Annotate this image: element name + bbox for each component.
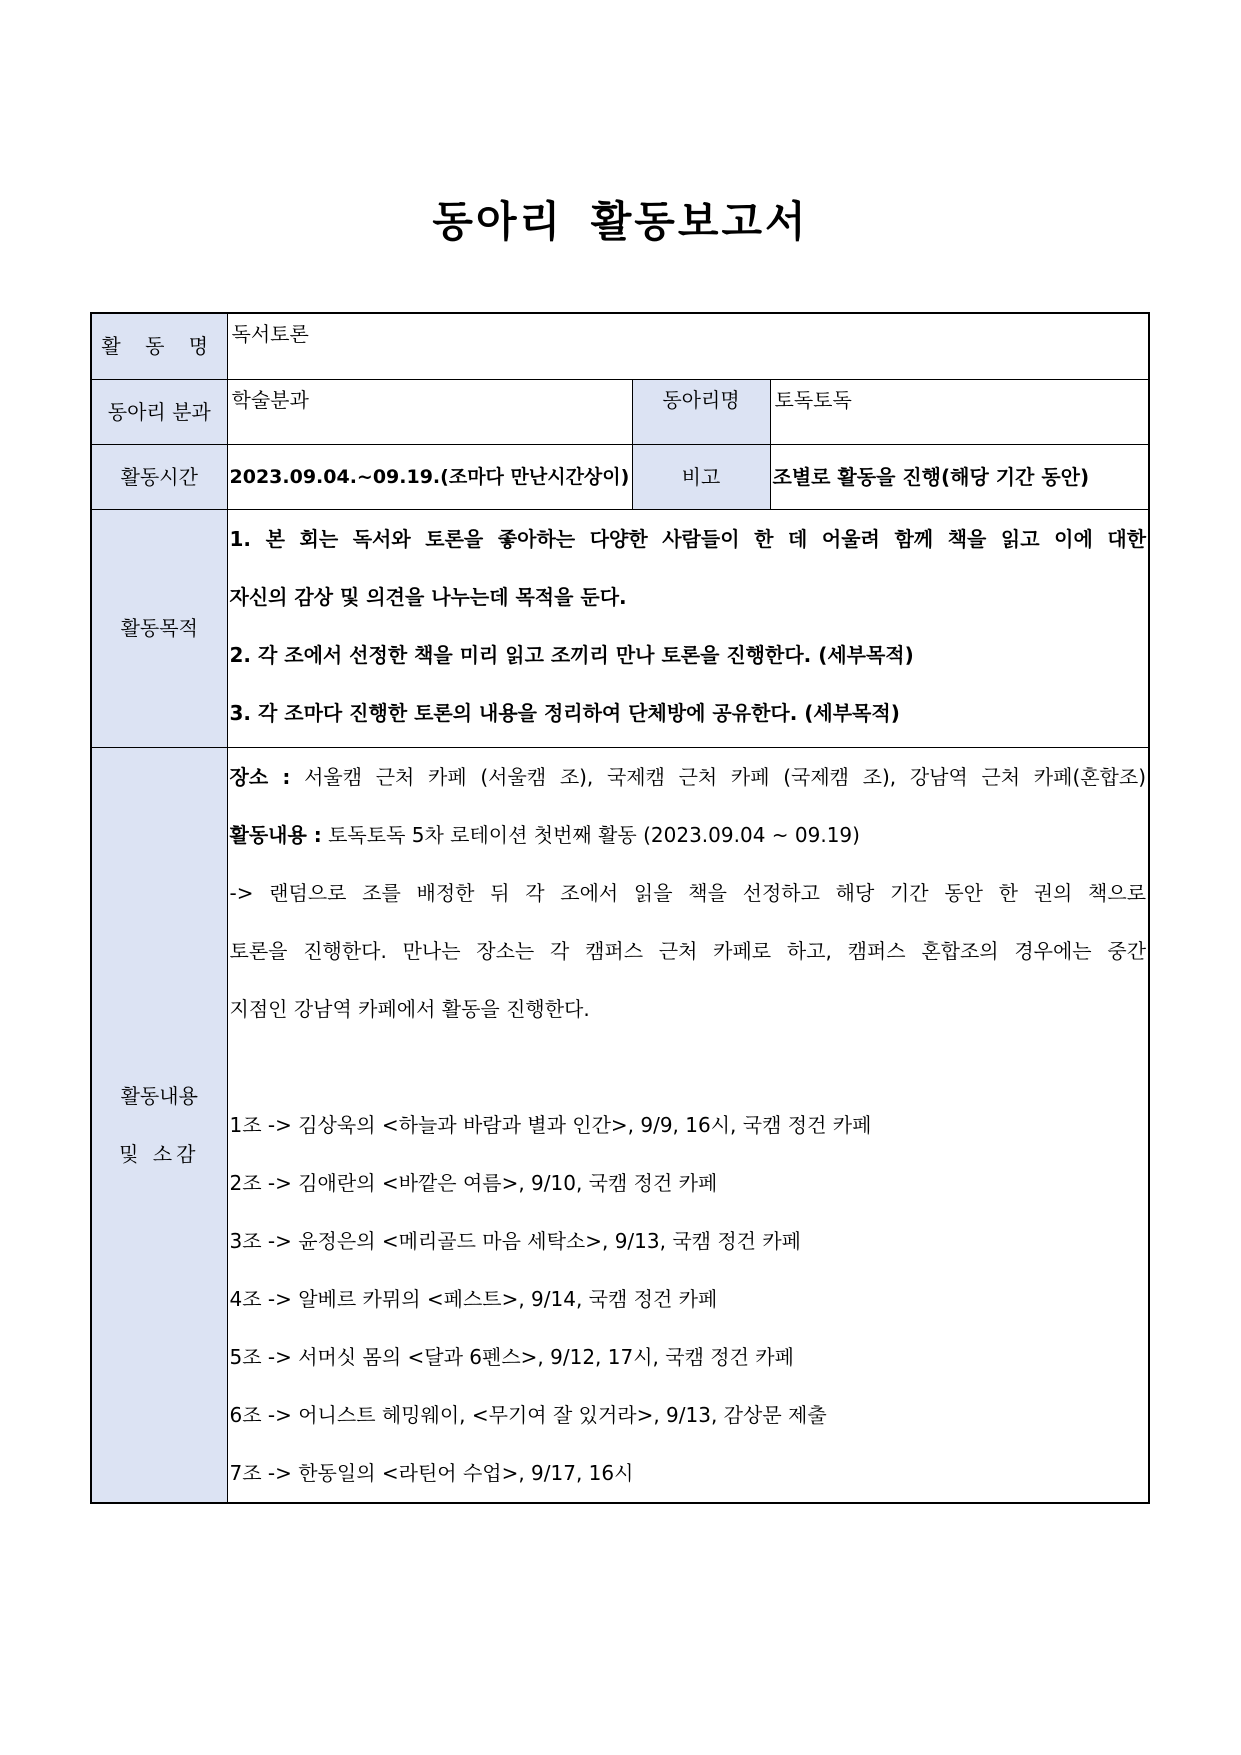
group-item: 7조 -> 한동일의 <라틴어 수업>, 9/17, 16시 bbox=[229, 1460, 634, 1485]
activity-time-label: 활동시간 bbox=[91, 444, 227, 509]
content-label-line-1: 활동내용 bbox=[120, 1083, 198, 1108]
desc-line-1: -> 랜덤으로 조를 배정한 뒤 각 조에서 읽을 책을 선정하고 해당 기간 동안 한 권의 책으로 bbox=[229, 880, 1147, 905]
content-field-value: 토독토독 5차 로테이션 첫번째 활동 (2023.09.04 ~ 09.19) bbox=[321, 822, 860, 847]
content-label-line-2: 및 소감 bbox=[119, 1141, 200, 1166]
club-division-label: 동아리 분과 bbox=[91, 379, 227, 444]
club-division-value: 학술분과 bbox=[227, 379, 632, 444]
place-label: 장소 : bbox=[229, 764, 291, 789]
row-time bbox=[91, 444, 1149, 509]
row-content bbox=[91, 747, 1149, 1503]
row-club bbox=[91, 379, 1149, 444]
desc-line-2: 토론을 진행한다. 만나는 장소는 각 캠퍼스 근처 카페로 하고, 캠퍼스 혼합조의 경우에는 중간 bbox=[229, 938, 1147, 963]
purpose-content bbox=[227, 509, 1149, 747]
group-item: 3조 -> 윤정은의 <메리골드 마음 세탁소>, 9/13, 국캠 정건 카페 bbox=[229, 1228, 801, 1253]
club-name-value: 토독토독 bbox=[770, 379, 1149, 444]
content-line bbox=[230, 806, 1147, 864]
content-body bbox=[227, 747, 1149, 1503]
content-label bbox=[91, 747, 227, 1503]
content-field-label: 활동내용 : bbox=[229, 822, 322, 847]
purpose-line-1: 1. 본 회는 독서와 토론을 좋아하는 다양한 사람들이 한 데 어울려 함께 책을 읽고 이에 대한 bbox=[229, 526, 1147, 551]
group-item: 6조 -> 어니스트 헤밍웨이, <무기여 잘 있거라>, 9/13, 감상문 제출 bbox=[229, 1402, 827, 1427]
remarks-value: 조별로 활동을 진행(해당 기간 동안) bbox=[770, 444, 1149, 509]
remarks-label: 비고 bbox=[632, 444, 770, 509]
activity-name-label: 활 동 명 bbox=[91, 313, 227, 379]
purpose-line-3: 2. 각 조에서 선정한 책을 미리 읽고 조끼리 만나 토론을 진행한다. (세부목적) bbox=[229, 642, 914, 667]
row-purpose bbox=[91, 509, 1149, 747]
page-title: 동아리 활동보고서 bbox=[432, 197, 809, 246]
group-item: 4조 -> 알베르 카뮈의 <페스트>, 9/14, 국캠 정건 카페 bbox=[229, 1286, 718, 1311]
club-name-label: 동아리명 bbox=[632, 379, 770, 444]
row-activity-name bbox=[91, 313, 1149, 379]
place-value: 서울캠 근처 카페 (서울캠 조), 국제캠 근처 카페 (국제캠 조), 강남역 근처 카페(혼합조) bbox=[290, 764, 1147, 789]
activity-name-value: 독서토론 bbox=[227, 313, 1149, 379]
purpose-line-2: 자신의 감상 및 의견을 나누는데 목적을 둔다. bbox=[229, 584, 627, 609]
group-item: 1조 -> 김상욱의 <하늘과 바람과 별과 인간>, 9/9, 16시, 국캠 정건 카페 bbox=[229, 1112, 872, 1137]
group-item: 2조 -> 김애란의 <바깥은 여름>, 9/10, 국캠 정건 카페 bbox=[229, 1170, 718, 1195]
desc-line-3: 지점인 강남역 카페에서 활동을 진행한다. bbox=[229, 996, 590, 1021]
place-line bbox=[230, 748, 1147, 806]
purpose-line-4: 3. 각 조마다 진행한 토론의 내용을 정리하여 단체방에 공유한다. (세부목적) bbox=[229, 700, 900, 725]
activity-time-value: 2023.09.04.~09.19.(조마다 만난시간상이) bbox=[227, 444, 632, 509]
group-item: 5조 -> 서머싯 몸의 <달과 6펜스>, 9/12, 17시, 국캠 정건 카페 bbox=[229, 1344, 794, 1369]
report-table bbox=[90, 312, 1150, 1504]
purpose-label: 활동목적 bbox=[91, 509, 227, 747]
blank-line bbox=[230, 1038, 1147, 1096]
